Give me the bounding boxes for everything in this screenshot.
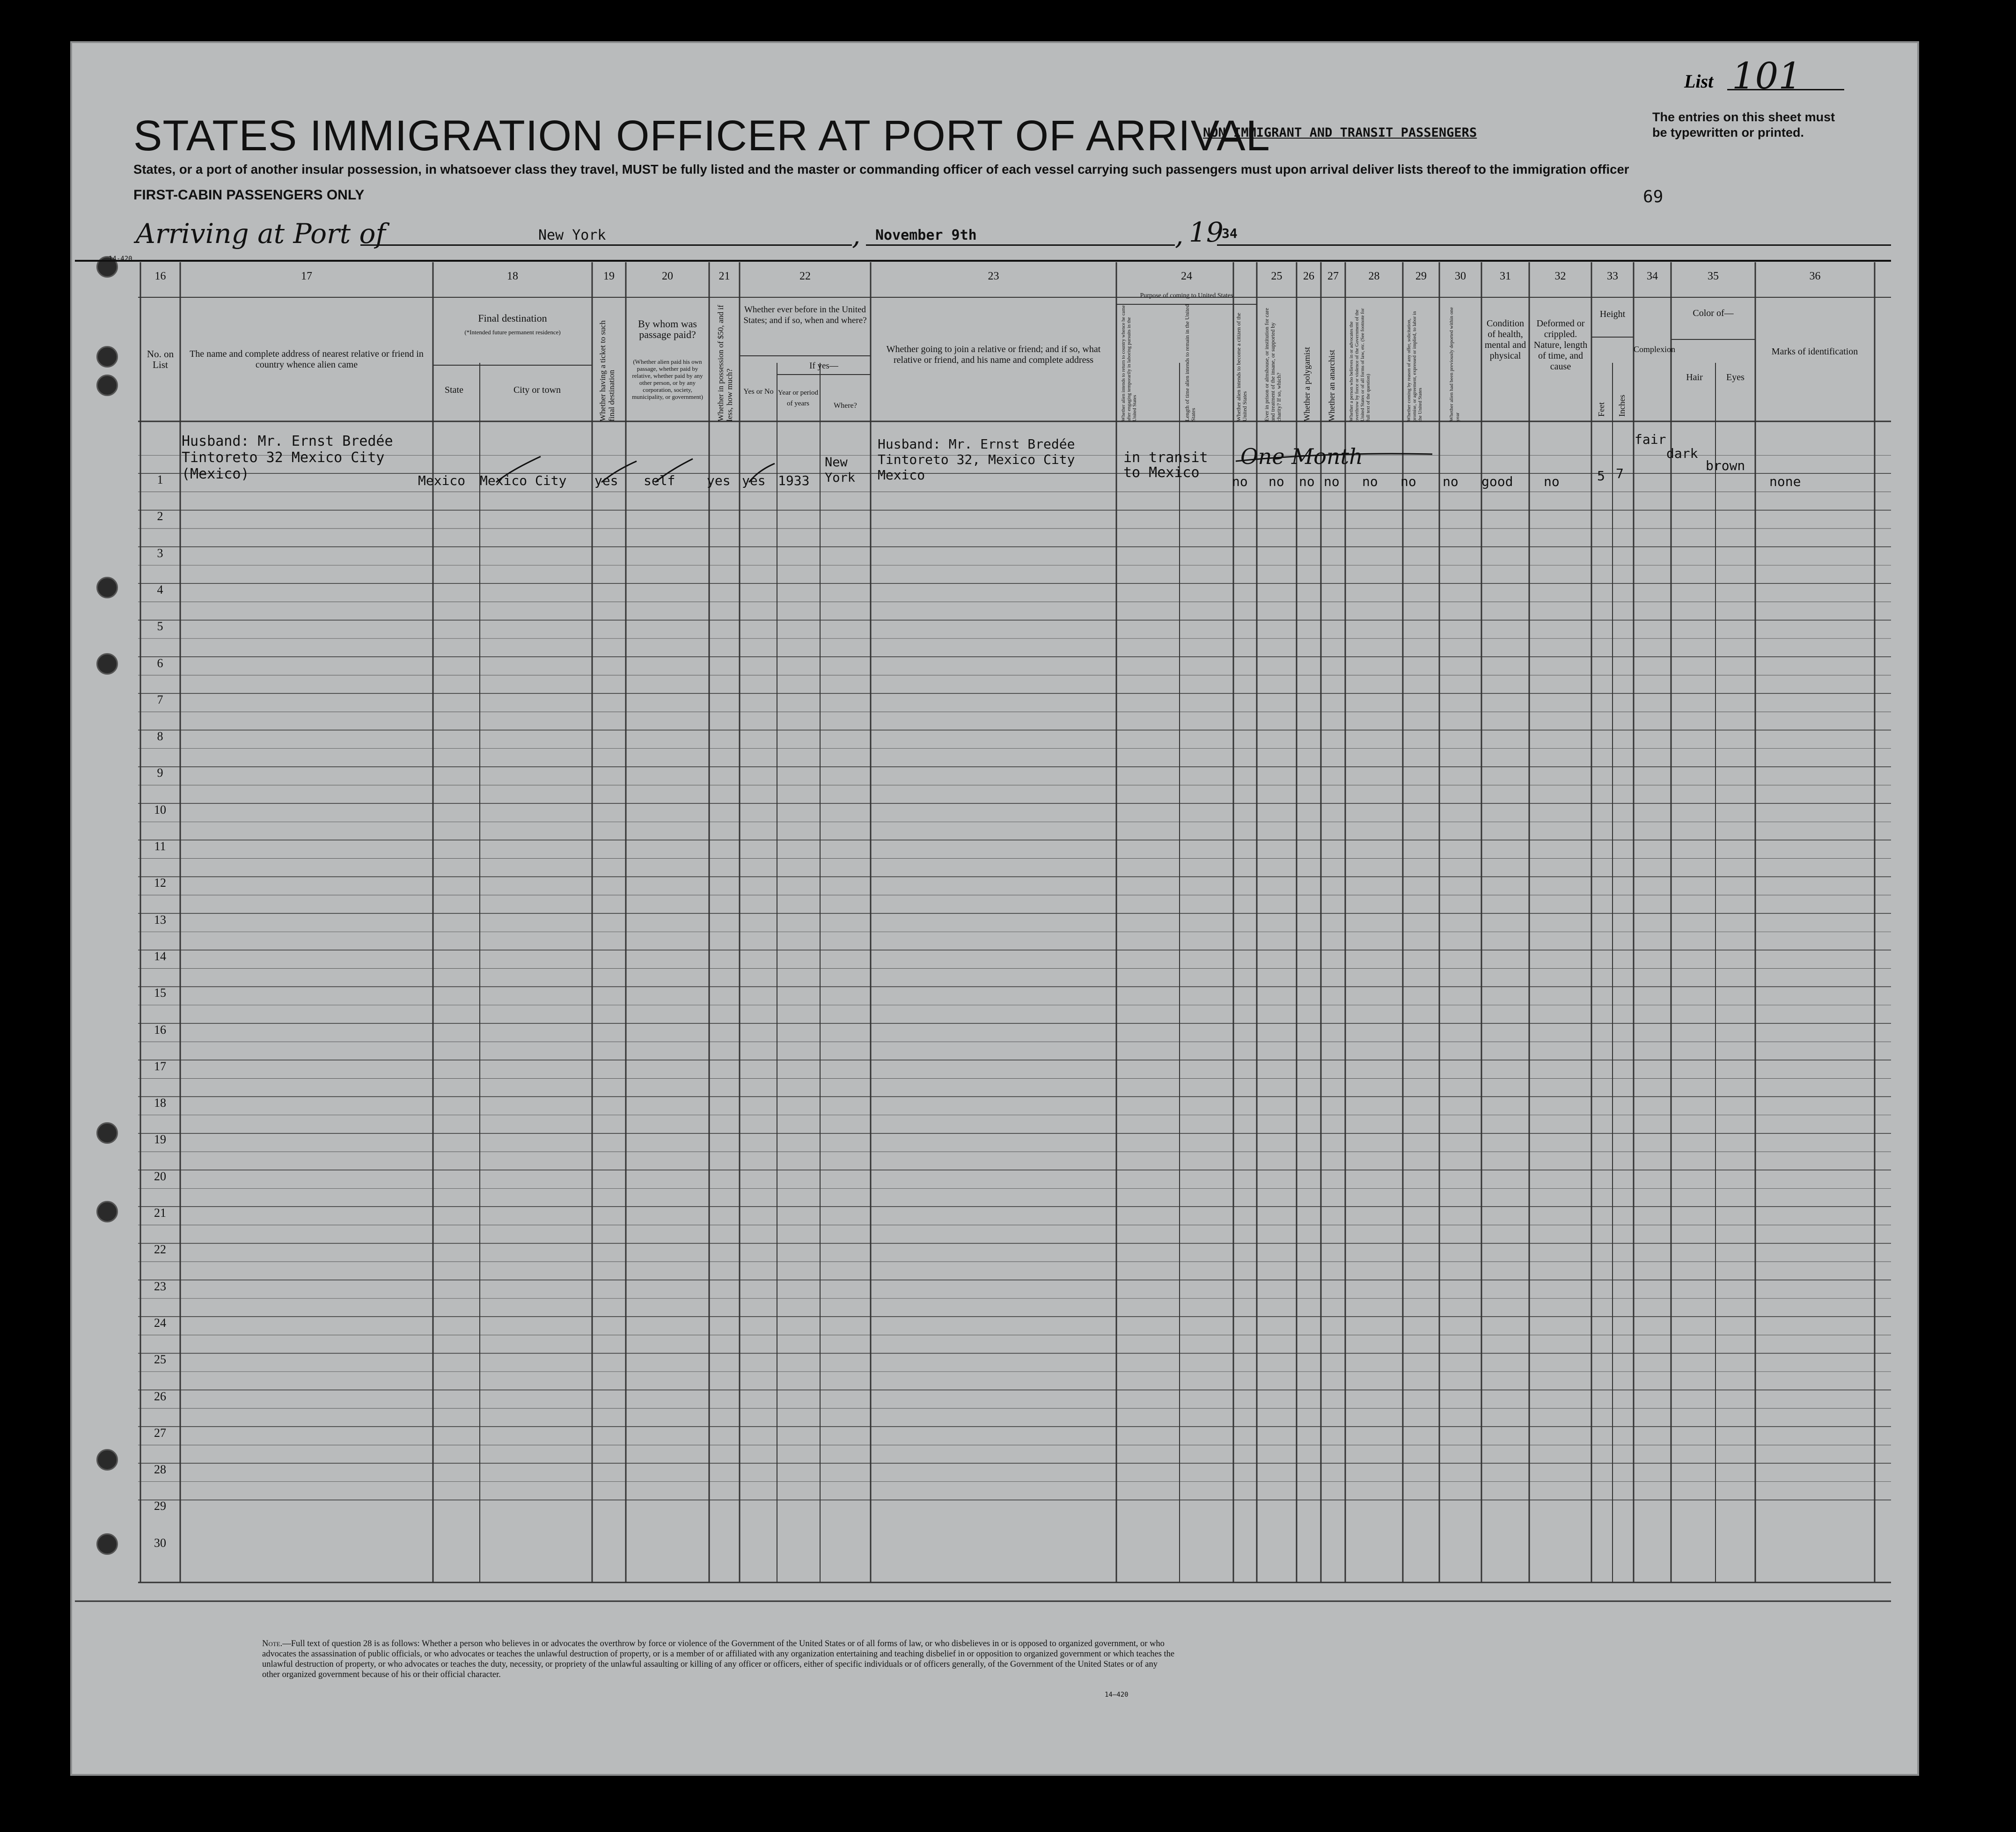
- col-header-19: Whether having a ticket to such final destination: [598, 320, 616, 421]
- year-prefix: 19: [1189, 216, 1224, 248]
- footnote: [262, 1639, 1175, 1680]
- purpose-line-2: to Mexico: [1123, 464, 1200, 481]
- port-value: New York: [538, 227, 606, 243]
- row-number: 5: [157, 619, 163, 633]
- row-number: 11: [154, 839, 166, 853]
- col-num-32: 32: [1554, 270, 1566, 282]
- non-immigrant-stamp: NON IMMIGRANT AND TRANSIT PASSENGERS: [1203, 125, 1477, 140]
- row-number: 24: [154, 1316, 166, 1330]
- polygamist-value: no: [1299, 474, 1315, 489]
- row-number: 18: [154, 1096, 166, 1110]
- row-number: 20: [154, 1169, 166, 1183]
- col-header-24a: Whether alien intends to return to country whence he came after engaging temporarily in laboring pursuits in the United States: [1121, 305, 1137, 421]
- relative-country: (Mexico): [182, 466, 249, 482]
- row-number: 14: [154, 949, 166, 963]
- join-name: Husband: Mr. Ernst Bredée: [878, 436, 1075, 452]
- footnote-text: —Full text of question 28 is as follows: Whether a person who believes in or advocates the overthrow by force or violence of the Government of the United States or of all forms of law, or who disbelieves in or is opposed to organized government, or who advocates the assassination of public officials, or who advocates or teaches the unlawful destruction of property, or is a member of or affiliated with any organization entertaining and teaching disbelief in or opposition to organized government or which teaches the unlawful destruction of property, or who advocates or teaches the duty, necessity, or propriety of the unlawful assaulting or killing of any officer or officers, either of specific individuals or of officers generally, of the Government of the United States or of any other organized government because of his or their official character.: [262, 1639, 1175, 1679]
- ticket-value: yes: [594, 473, 618, 488]
- col-header-20: By whom was passage paid?: [638, 318, 697, 340]
- row-number: 27: [154, 1426, 166, 1440]
- length-of-stay-handwritten: One Month: [1240, 444, 1363, 469]
- money-value: yes: [707, 473, 731, 488]
- col-header-33-inches: Inches: [1617, 395, 1627, 417]
- first-cabin-label: FIRST-CABIN PASSENGERS ONLY: [133, 187, 365, 203]
- col-header-18-sub: (*Intended future permanent residence): [464, 329, 561, 336]
- col-num-23: 23: [988, 270, 999, 282]
- footnote-lead: Note.: [262, 1639, 283, 1648]
- col-num-26: 26: [1303, 270, 1314, 282]
- col-header-22-ifyes: If yes—: [809, 361, 838, 371]
- col-num-20: 20: [662, 270, 673, 282]
- col-header-20-sub: (Whether alien paid his own passage, whether paid by relative, whether paid by any other person, or by any corporation, society, municipality, or government): [632, 358, 703, 400]
- col-num-22: 22: [799, 270, 811, 282]
- row-number: 3: [157, 546, 163, 560]
- row-number: 23: [154, 1279, 166, 1293]
- eyes-value: brown: [1706, 458, 1745, 473]
- col-header-22-year: Year or period of years: [778, 389, 818, 407]
- col-header-24b: Length of time alien intends to remain in the United States: [1184, 304, 1196, 421]
- col-header-31: Condition of health, mental and physical: [1484, 318, 1526, 361]
- col-num-30: 30: [1455, 270, 1466, 282]
- col-num-36: 36: [1809, 270, 1821, 282]
- row-number: 8: [157, 729, 163, 743]
- col-header-36: Marks of identification: [1771, 346, 1858, 357]
- row-number: 7: [157, 692, 163, 706]
- arriving-label: Arriving at Port of: [136, 218, 386, 250]
- row-number: 2: [157, 509, 163, 523]
- hair-value: dark: [1666, 446, 1698, 461]
- col-header-26: Whether a polygamist: [1302, 347, 1312, 421]
- col-num-25: 25: [1271, 270, 1283, 282]
- row-number: 16: [154, 1023, 166, 1037]
- anarchist-value: no: [1324, 474, 1340, 489]
- row-number: 6: [157, 656, 163, 670]
- col-num-19: 19: [603, 270, 615, 282]
- col-header-16: No. on List: [147, 348, 174, 370]
- instructions-line-2: be typewritten or printed.: [1652, 125, 1804, 140]
- row-number: 9: [157, 766, 163, 780]
- prison-value: no: [1268, 474, 1284, 489]
- where-line-2: York: [825, 471, 856, 485]
- col-num-17: 17: [301, 270, 312, 282]
- col-header-27: Whether an anarchist: [1327, 350, 1336, 421]
- row-number: 13: [154, 912, 166, 927]
- relative-address: Tintoreto 32 Mexico City: [182, 449, 385, 466]
- col-num-35: 35: [1708, 270, 1719, 282]
- col-num-28: 28: [1368, 270, 1380, 282]
- col-header-24: Purpose of coming to United States: [1140, 292, 1233, 299]
- where-line-1: New: [825, 455, 848, 470]
- col-header-28: Whether a person who believes in or advocates the overthrow by force or violence of the Government of the United States or of all forms of law, etc. (See footnote for full text of the question): [1349, 308, 1371, 421]
- feet-value: 5: [1597, 468, 1605, 484]
- row-number: 4: [157, 582, 163, 596]
- col-header-33: Height: [1599, 309, 1626, 319]
- col-header-35-eyes: Eyes: [1726, 372, 1745, 383]
- row-number: 19: [154, 1133, 166, 1147]
- before-in-us-value: yes: [742, 473, 766, 488]
- col-num-29: 29: [1415, 270, 1427, 282]
- page-number: 69: [1643, 187, 1664, 206]
- col-num-24: 24: [1181, 270, 1192, 282]
- year-value: 1933: [778, 473, 810, 488]
- purpose-line-1: in transit: [1123, 449, 1208, 466]
- col-header-35-hair: Hair: [1686, 372, 1703, 383]
- col-header-21: Whether in possession of $50, and if less, how much?: [716, 305, 734, 421]
- col-header-34: Complexion: [1634, 345, 1675, 354]
- col-num-27: 27: [1327, 270, 1339, 282]
- col-header-22-yesno: Yes or No: [743, 388, 774, 396]
- col-num-34: 34: [1647, 270, 1658, 282]
- row-number: 17: [154, 1059, 166, 1073]
- row-number: 29: [154, 1499, 166, 1513]
- form-title: STATES IMMIGRATION OFFICER AT PORT OF ARRIVAL: [133, 112, 1270, 160]
- form-code-bottom: 14—420: [1105, 1691, 1129, 1699]
- relative-name: Husband: Mr. Ernst Bredée: [182, 433, 393, 449]
- inches-value: 7: [1616, 466, 1624, 481]
- list-label: List: [1684, 71, 1714, 92]
- health-value: good: [1481, 474, 1513, 489]
- year-suffix: 34: [1222, 226, 1238, 241]
- passage-paid-value: self: [644, 473, 675, 488]
- col-header-22-where: Where?: [834, 402, 857, 410]
- row-number: 28: [154, 1463, 166, 1477]
- col-header-city: City or town: [513, 385, 561, 395]
- instructions-line-1: The entries on this sheet must: [1652, 110, 1835, 124]
- row-number: 21: [154, 1206, 166, 1220]
- col-header-32: Deformed or crippled. Nature, length of time, and cause: [1533, 318, 1588, 372]
- citizen-value: no: [1232, 474, 1248, 489]
- deformed-value: no: [1544, 474, 1560, 489]
- list-number: 101: [1732, 55, 1802, 97]
- overthrow-value: no: [1362, 474, 1378, 489]
- date-value: November 9th: [875, 227, 977, 243]
- col-header-29: Whether coming by reason of any offer, solicitation, promise, or agreement, expressed or implied, to labor in the United States: [1407, 311, 1423, 421]
- col-num-18: 18: [507, 270, 518, 282]
- col-header-22: Whether ever before in the United States; and if so, when and where?: [743, 305, 867, 325]
- contract-labor-value: no: [1400, 474, 1416, 489]
- row-number: 10: [154, 802, 166, 817]
- row-number: 1: [157, 473, 163, 486]
- marks-value: none: [1769, 474, 1801, 489]
- col-num-16: 16: [154, 270, 166, 282]
- col-header-23: Whether going to join a relative or friend; and if so, what relative or friend, and his name and complete address: [886, 344, 1101, 365]
- row-number: 15: [154, 986, 166, 1000]
- col-header-25: Ever in prison or almshouse, or institution for care and treatment of the insane, or supported by charity? If so, which?: [1263, 308, 1282, 421]
- join-country: Mexico: [878, 467, 925, 483]
- dest-state: Mexico: [418, 473, 466, 488]
- deported-value: no: [1443, 474, 1459, 489]
- dest-city: Mexico City: [480, 473, 567, 488]
- col-header-18: Final destination: [478, 312, 547, 324]
- row-number: 26: [154, 1389, 166, 1403]
- col-header-33-feet: Feet: [1597, 402, 1606, 417]
- col-num-21: 21: [718, 270, 730, 282]
- row-number: 12: [154, 876, 166, 890]
- row-number: 30: [154, 1536, 166, 1550]
- row-number: 22: [154, 1243, 166, 1257]
- col-header-35: Color of—: [1693, 308, 1734, 318]
- col-header-30: Whether alien had been previously deported within one year: [1449, 307, 1460, 421]
- comma-2: ,: [1175, 219, 1184, 251]
- form-subtitle: States, or a port of another insular possession, in whatsoever class they travel, MUST be fully listed and the master or commanding officer of each vessel carrying such passengers must upon arrival deliver lists thereof to the immigration officer: [133, 162, 1629, 177]
- col-header-17: The name and complete address of nearest relative or friend in country whence alien came: [190, 349, 424, 370]
- join-address: Tintoreto 32, Mexico City: [878, 452, 1075, 467]
- row-number: 25: [154, 1353, 166, 1367]
- col-num-31: 31: [1500, 270, 1511, 282]
- comma: ,: [852, 219, 861, 251]
- col-num-33: 33: [1607, 270, 1618, 282]
- complexion-value: fair: [1635, 432, 1666, 447]
- col-header-state: State: [445, 385, 463, 395]
- form-code-top: 14-420: [109, 255, 132, 263]
- col-header-24c: Whether alien intends to become a citizen of the United States: [1235, 313, 1248, 421]
